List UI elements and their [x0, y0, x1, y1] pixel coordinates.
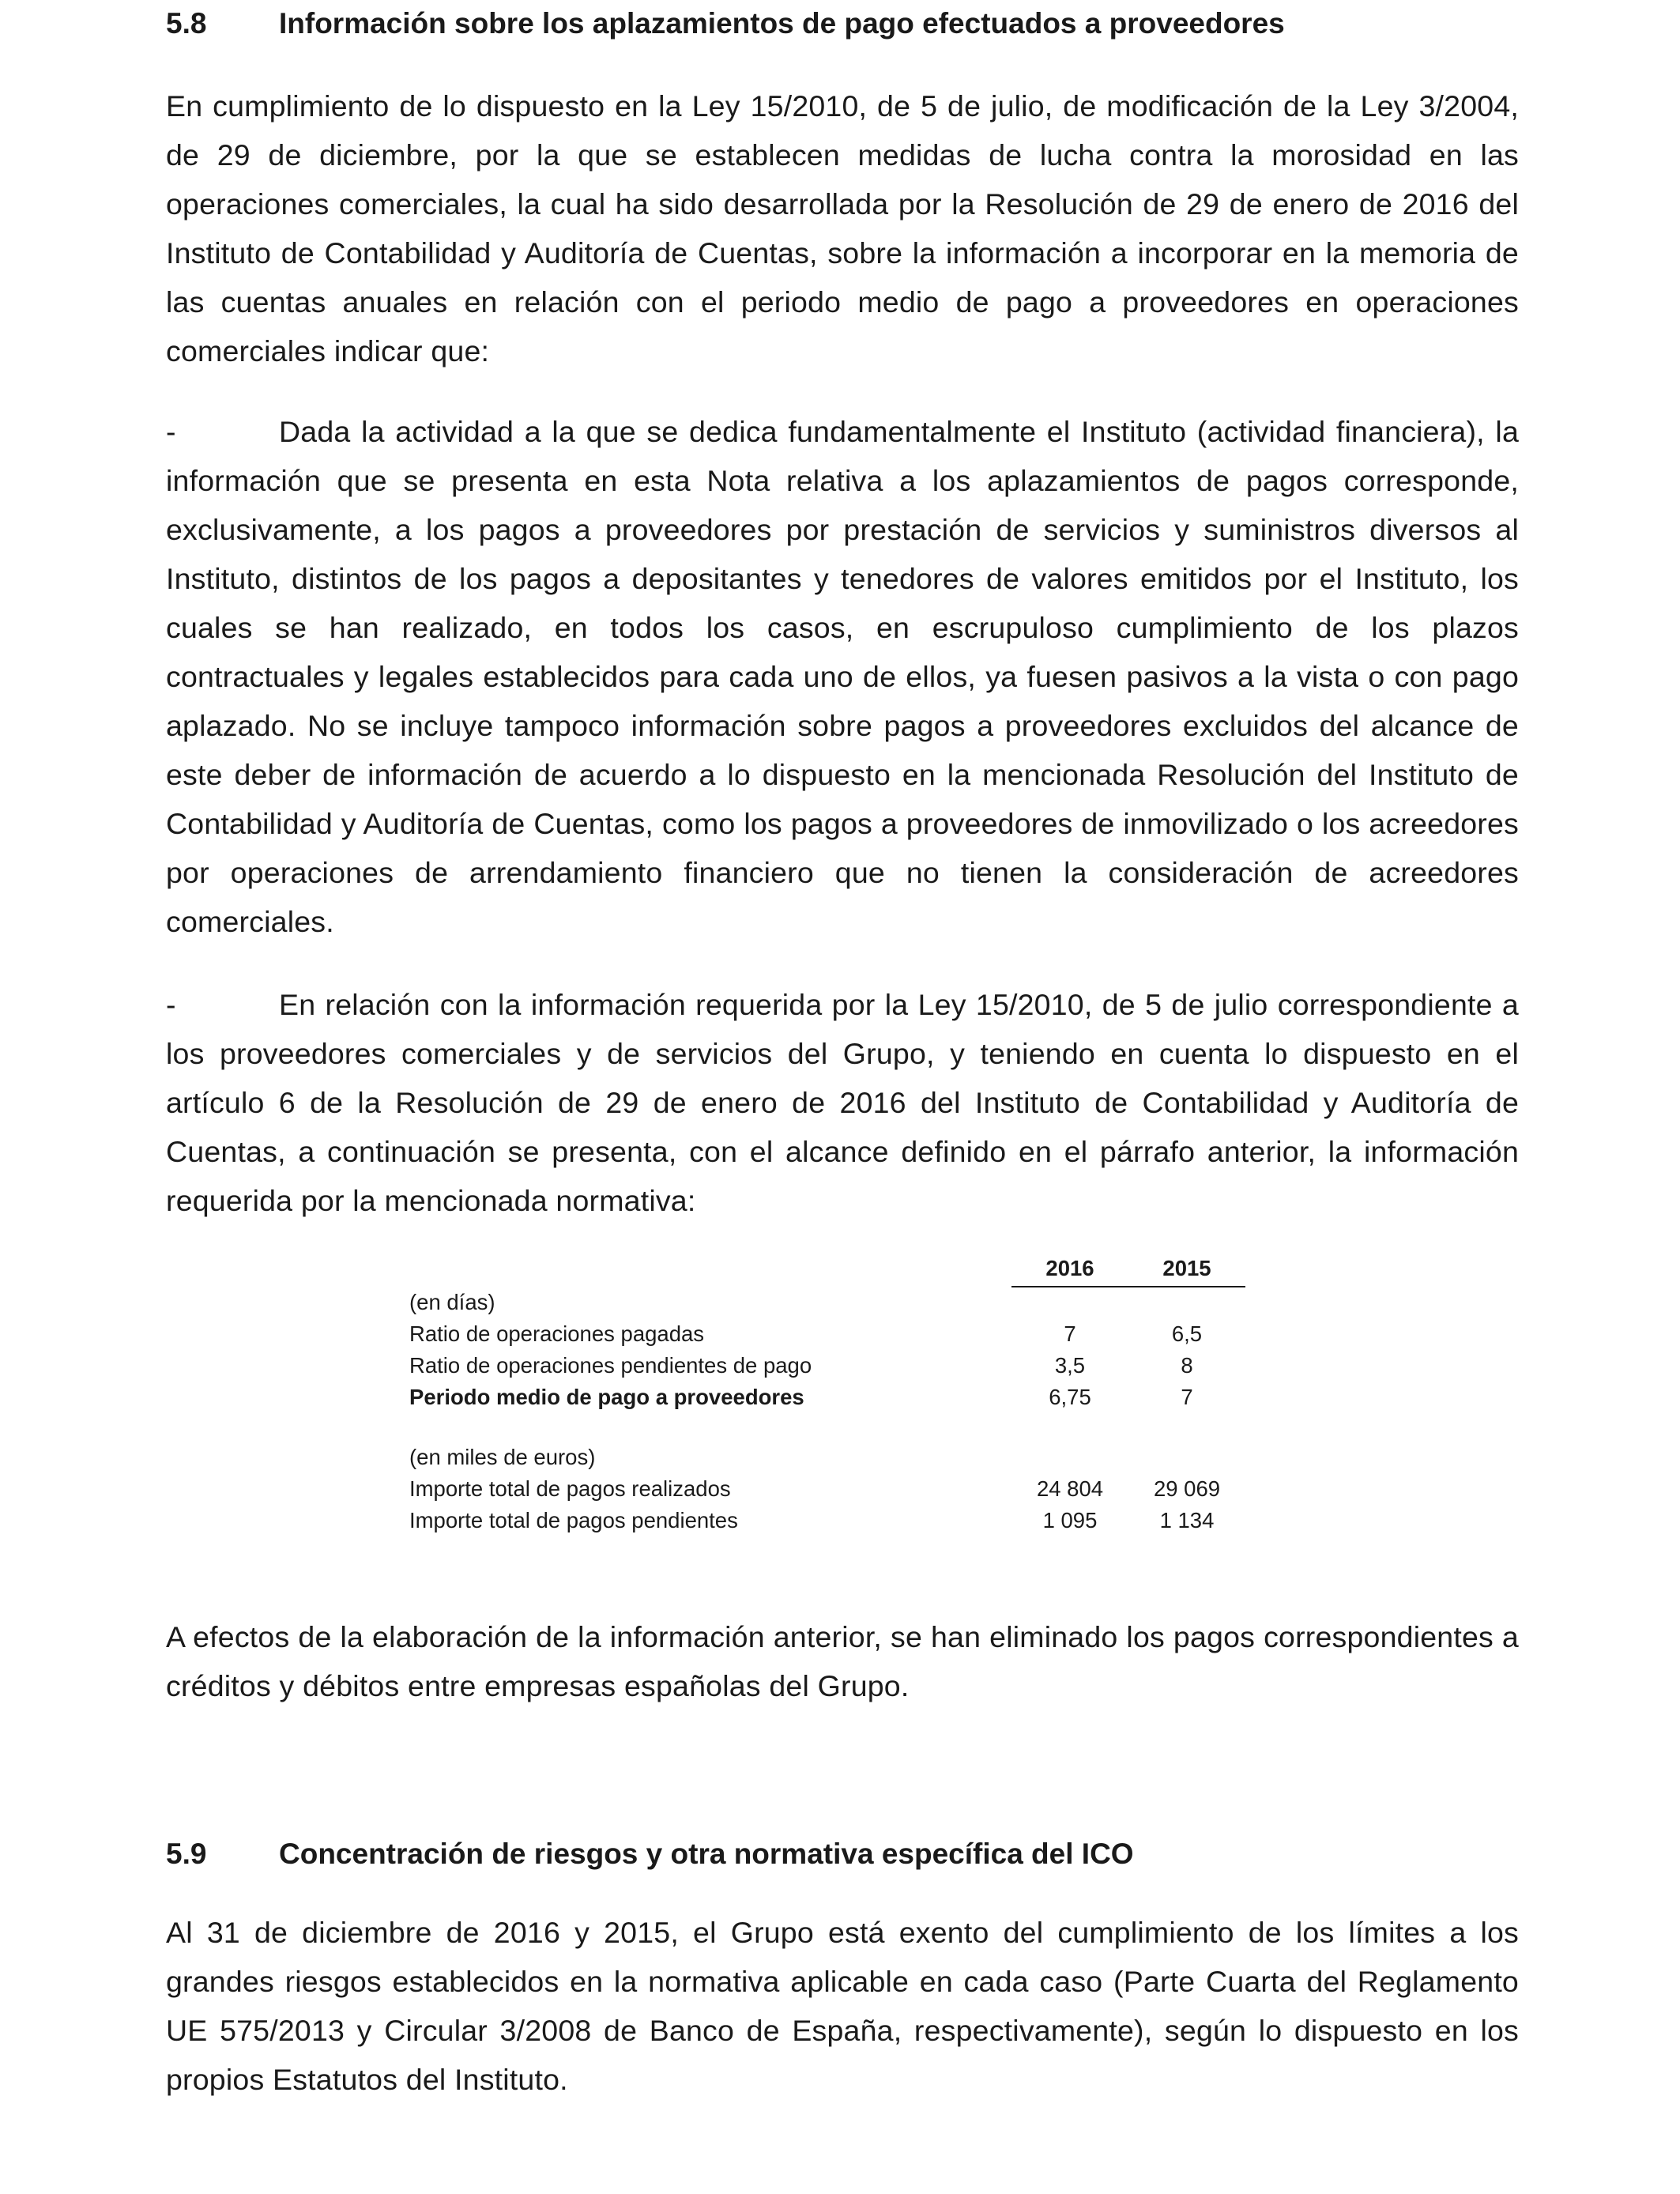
table-unit-row	[409, 1287, 1245, 1318]
section-number: 5.8	[166, 7, 207, 40]
row-label: Ratio de operaciones pendientes de pago	[409, 1353, 812, 1378]
table-row	[409, 1318, 1245, 1350]
section-title: Información sobre los aplazamientos de pago efectuados a proveedores	[279, 7, 1285, 40]
value-2016: 6,75	[1049, 1385, 1091, 1409]
table-spacer	[409, 1413, 1245, 1442]
unit-label: (en días)	[409, 1290, 495, 1314]
paragraph-after-table: A efectos de la elaboración de la información anterior, se han eliminado los pagos correspondientes a créditos y débitos entre empresas españolas del Grupo.	[166, 1620, 1519, 1702]
value-2015: 7	[1181, 1385, 1193, 1409]
section-heading-5-9	[166, 1837, 1134, 1872]
value-2015: 6,5	[1171, 1321, 1203, 1346]
bullet-text: Dada la actividad a la que se dedica fundamentalmente el Instituto (actividad financiera), la información que se presenta en esta Nota relativa a los aplazamientos de pagos corresponde, exclusivamente, a los pagos a proveedores por prestación de servicios y suministros diversos al Instituto, distintos de los pagos a depositantes y tenedores de valores emitidos por el Instituto, los cuales se han realizado, en todos los casos, en escrupuloso cumplimiento de los plazos contractuales y legales establecidos para cada uno de ellos, ya fuesen pasivos a la vista o con pago aplazado. No se incluye tampoco información sobre pagos a proveedores excluidos del alcance de este deber de información de acuerdo a lo dispuesto en la mencionada Resolución del Instituto de Contabilidad y Auditoría de Cuentas, como los pagos a proveedores de inmovilizado o los acreedores por operaciones de arrendamiento financiero que no tienen la consideración de acreedores comerciales.	[166, 415, 1519, 938]
section-number: 5.9	[166, 1838, 207, 1870]
bullet-text: En relación con la información requerida por la Ley 15/2010, de 5 de julio correspondiente a los proveedores comerciales y de servicios del Grupo, y teniendo en cuenta lo dispuesto en el artículo 6 de la Resolución de 29 de enero de 2016 del Instituto de Contabilidad y Auditoría de Cuentas, a continuación se presenta, con el alcance definido en el párrafo anterior, la información requerida por la mencionada normativa:	[166, 988, 1519, 1217]
value-2015: 29 069	[1153, 1476, 1221, 1501]
section-title: Concentración de riesgos y otra normativa específica del ICO	[279, 1838, 1134, 1870]
value-2016: 1 095	[1042, 1508, 1098, 1532]
payment-ratios-table	[409, 1253, 1245, 1536]
row-label: Importe total de pagos pendientes	[409, 1508, 738, 1532]
row-label: Ratio de operaciones pagadas	[409, 1321, 705, 1346]
table-row	[409, 1505, 1245, 1536]
unit-label: (en miles de euros)	[409, 1445, 596, 1469]
table-header-row	[409, 1253, 1245, 1287]
value-2016: 7	[1064, 1321, 1076, 1346]
table-row	[409, 1473, 1245, 1505]
column-header: 2016	[1011, 1253, 1128, 1287]
table-row	[409, 1350, 1245, 1382]
bullet-paragraph-1	[166, 407, 1519, 946]
section-5-9-paragraph: Al 31 de diciembre de 2016 y 2015, el Grupo está exento del cumplimiento de los límites a los grandes riesgos establecidos en la normativa aplicable en cada caso (Parte Cuarta del Reglamento UE 575/2013 y Circular 3/2008 de Banco de España, respectivamente), según lo dispuesto en los propios Estatutos del Instituto.	[166, 1916, 1519, 2096]
row-label: Periodo medio de pago a proveedores	[409, 1385, 804, 1409]
table-unit-row	[409, 1442, 1245, 1473]
bullet-marker: -	[166, 988, 176, 1021]
value-2016: 24 804	[1036, 1476, 1104, 1501]
column-header: 2015	[1128, 1253, 1245, 1287]
row-label: Importe total de pagos realizados	[409, 1476, 731, 1501]
section-heading-5-8	[166, 6, 1285, 41]
value-2016: 3,5	[1054, 1353, 1086, 1378]
table-row-total	[409, 1382, 1245, 1413]
intro-paragraph: En cumplimiento de lo dispuesto en la Ley 15/2010, de 5 de julio, de modificación de la Ley 3/2004, de 29 de diciembre, por la que se establecen medidas de lucha contra la morosidad en las operaciones comerciales, la cual ha sido desarrollada por la Resolución de 29 de enero de 2016 del Instituto de Contabilidad y Auditoría de Cuentas, sobre la información a incorporar en la memoria de las cuentas anuales en relación con el periodo medio de pago a proveedores en operaciones comerciales indicar que:	[166, 89, 1519, 368]
bullet-paragraph-2	[166, 980, 1519, 1225]
value-2015: 8	[1181, 1353, 1193, 1378]
value-2015: 1 134	[1159, 1508, 1215, 1532]
bullet-marker: -	[166, 415, 176, 448]
